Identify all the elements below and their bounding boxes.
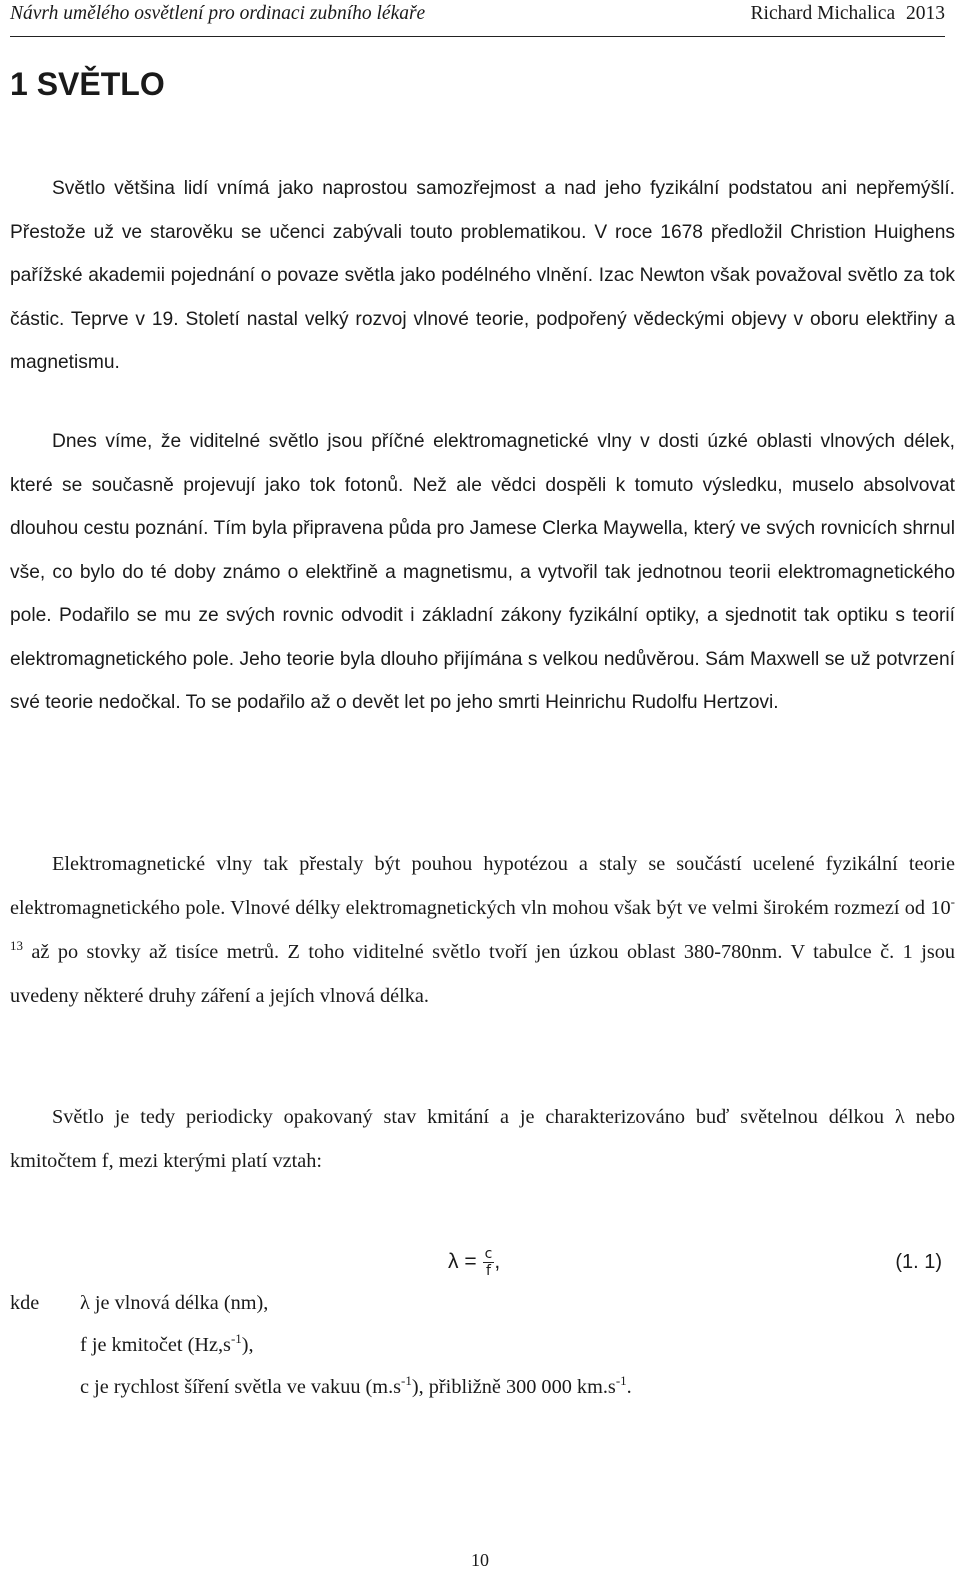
definition-f-end: ), (241, 1334, 254, 1356)
paragraph-3-exponent: -13 (10, 894, 955, 954)
paragraph-4: Světlo je tedy periodicky opakovaný stav kmitání a je charakterizováno buď světelnou délkou λ nebo kmitočtem f, mezi kterými platí vztah: (10, 1106, 955, 1172)
running-header (10, 0, 945, 37)
definition-c-exponent-2: -1 (615, 1373, 627, 1389)
header-title: Návrh umělého osvětlení pro ordinaci zubního lékaře (10, 3, 426, 24)
definitions-intro: kde (10, 1292, 40, 1314)
header-author-year (745, 3, 945, 25)
definition-f-exponent: -1 (230, 1331, 242, 1347)
equation-denominator: f (485, 1263, 491, 1279)
header-author: Richard Michalica (750, 3, 896, 24)
paragraph-3-part-b: až po stovky až tisíce metrů. Z toho viditelné světlo tvoří jen úzkou oblast 380-780nm. V tabulce č. 1 jsou uvedeny některé druhy záření a jejích vlnová délka. (10, 940, 955, 1007)
paragraph-2: Dnes víme, že viditelné světlo jsou příčné elektromagnetické vlny v dosti úzké oblasti vlnových délek, které se současně projevují jako tok fotonů. Než ale vědci dospěli k tomuto výsledku, muselo absolvovat dlouhou cestu poznání. Tím byla připravena půda pro Jamese Clerka Maywella, který ve svých rovnicích shrnul vše, co bylo do té doby známo o elektřině a magnetismu, a vytvořil tak jednotnou teorii elektromagnetického pole. Podařilo se mu ze svých rovnic odvodit i základní zákony fyzikální optiky, a sjednotit tak optiku s teorií elektromagnetického pole. Jeho teorie byla dlouho přijímána s velkou nedůvěrou. Sám Maxwell se už potvrzení své teorie nedočkal. To se podařilo až o devět let po jeho smrti Heinrichu Rudolfu Hertzovi. (10, 431, 955, 713)
definitions-list (80, 1292, 632, 1418)
equation-trail: , (494, 1250, 501, 1274)
equation-fraction (483, 1246, 495, 1279)
paragraph-3 (10, 843, 955, 1019)
equation-numerator: c (484, 1246, 493, 1262)
definition-c-exponent: -1 (401, 1373, 412, 1389)
definition-f-text: f je kmitočet (Hz,s (80, 1334, 231, 1356)
paragraph-1: Světlo většina lidí vnímá jako naprostou samozřejmost a nad jeho fyzikální podstatou ani nepřemýšlí. Přestože už ve starověku se učenci zabývali touto problematikou. V roce 1678 předložil Christion Huighens pařížské akademii pojednání o povaze světla jako podélného vlnění. Izac Newton však považoval světlo za tok částic. Teprve v 19. Století nastal velký rozvoj vlnové teorie, podpořený vědeckými objevy v oboru elektřiny a magnetismu. (10, 178, 955, 373)
equation-lhs: λ = (448, 1250, 477, 1274)
definition-c-middle: ), přibližně 300 000 km.s (411, 1376, 616, 1398)
chapter-heading: 1 SVĚTLO (10, 66, 165, 102)
definition-c-text: c je rychlost šíření světla ve vakuu (m.s (80, 1376, 402, 1398)
equation (448, 1246, 500, 1279)
definition-c-end: . (626, 1376, 632, 1398)
header-year: 2013 (906, 3, 945, 24)
equation-number: (1. 1) (895, 1251, 942, 1273)
page-number: 10 (471, 1550, 489, 1570)
paragraph-3-part-a: Elektromagnetické vlny tak přestaly být pouhou hypotézou a staly se součástí ucelené fyzikální teorie elektromagnetického pole. Vlnové délky elektromagnetických vln mohou však být ve velmi širokém rozmezí od 10 (10, 853, 955, 919)
definition-lambda: λ je vlnová délka (nm), (80, 1292, 269, 1314)
definition-f (80, 1331, 632, 1376)
definition-c (80, 1373, 632, 1418)
